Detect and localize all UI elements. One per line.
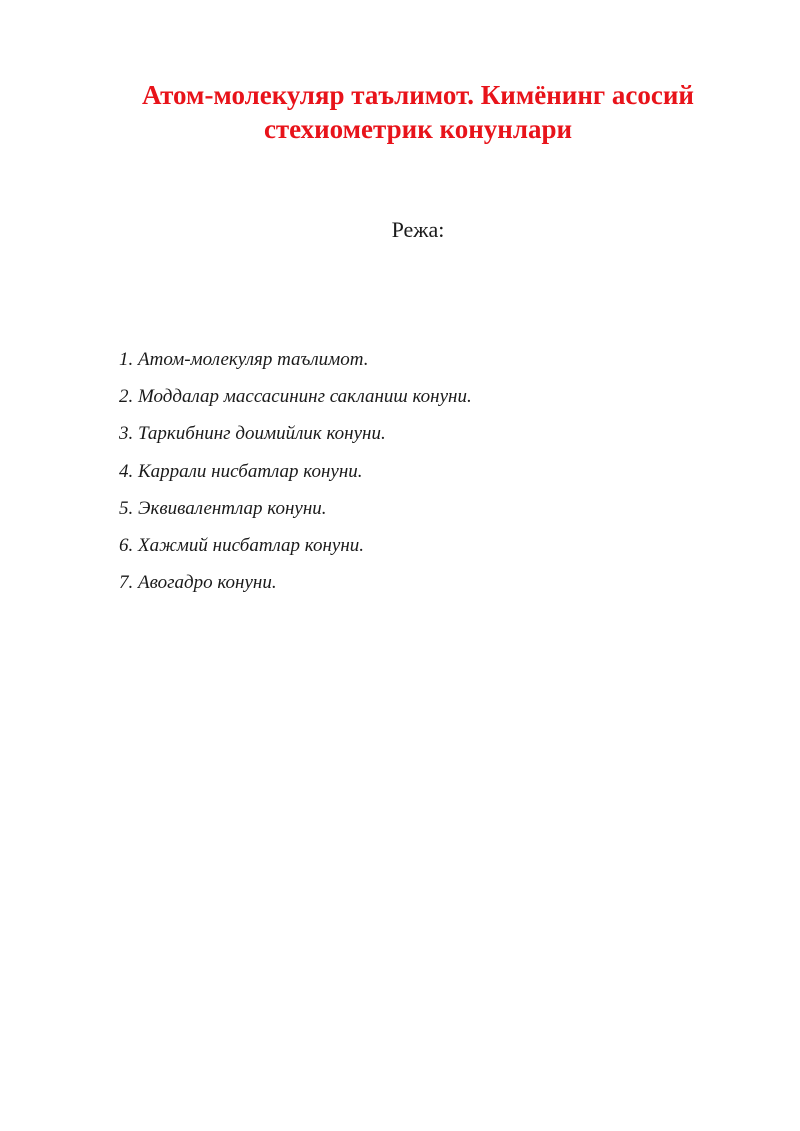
page-title bbox=[100, 78, 736, 146]
plan-item-5: 5. Эквивалентлар конуни. bbox=[119, 497, 327, 519]
plan-item-4: 4. Каррали нисбатлар конуни. bbox=[119, 460, 363, 482]
plan-item-2: 2. Моддалар массасининг сакланиш конуни. bbox=[119, 386, 472, 408]
plan-item-7: 7. Авогадро конуни. bbox=[119, 572, 277, 594]
title-line-2: стехиометрик конунлари bbox=[263, 114, 573, 144]
title-line-1: Атом-молекуляр таълимот. Кимёнинг асосий bbox=[142, 80, 694, 110]
plan-list bbox=[119, 348, 472, 608]
plan-heading: Режа: bbox=[391, 217, 445, 242]
plan-item-1: 1. Атом-молекуляр таълимот. bbox=[119, 349, 369, 370]
plan-item-3: 3. Таркибнинг доимийлик конуни. bbox=[119, 423, 386, 445]
plan-item-6: 6. Хажмий нисбатлар конуни. bbox=[119, 534, 365, 556]
